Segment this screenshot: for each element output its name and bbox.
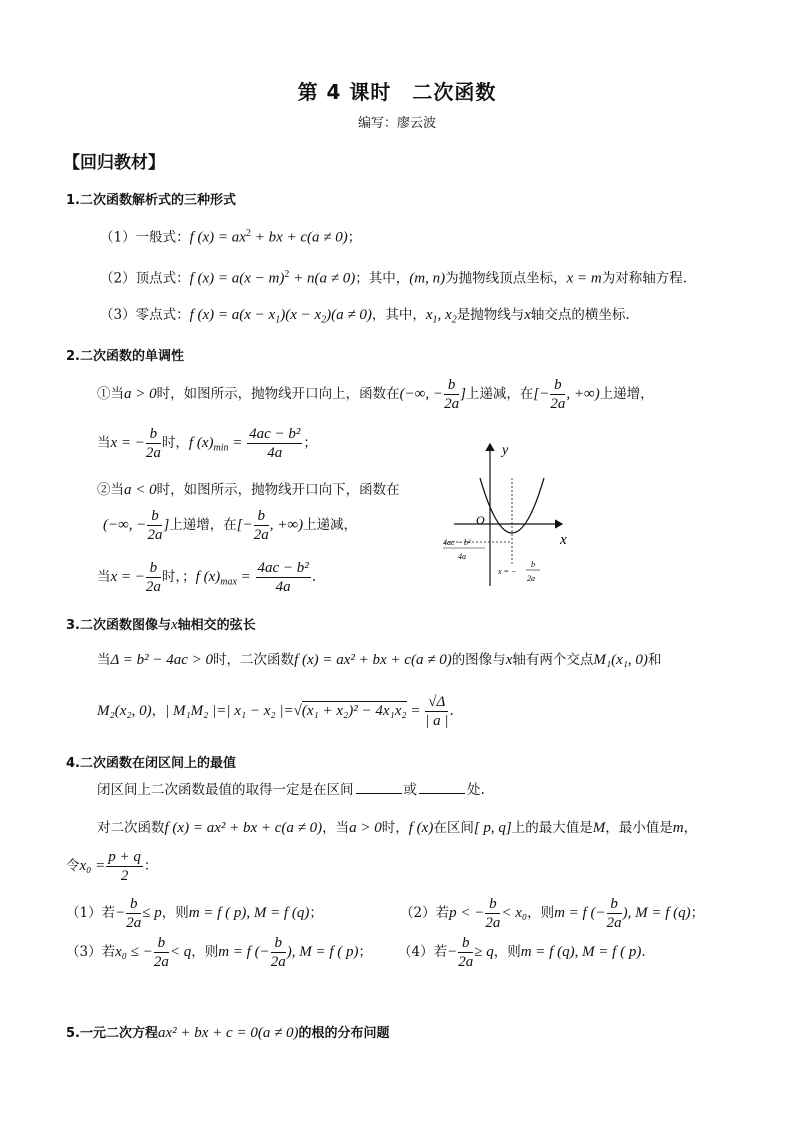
extreme-line-3: 令x₀ = $\frac{p + q}{2}$ ：: [66, 849, 158, 884]
fill-blank-2[interactable]: [419, 781, 465, 794]
chord-line-2: M₂(x₂, 0)，| M₁M₂ |=| x₁ − x₂ |=√(x₁ + x₂)² − 4x₁x₂ = $\frac{√\Delta}{| a |}$ .: [97, 694, 454, 729]
case-4: （4）若− $\frac{b}{2a}$ ≥ q，则m = f (q), M = f ( p).: [398, 935, 646, 970]
monotonic-line-4: (−∞, − $\frac{b}{2a}$ ]上递增，在[− $\frac{b}{2a}$ , +∞)上递减，: [103, 508, 358, 543]
monotonic-line-5: 当x = − $\frac{b}{2a}$ 时，；f $(x)_{max}$ = $\frac{\text{4ac − b²}}{4a}$ .: [97, 560, 317, 595]
extreme-line-2: 对二次函数f (x) = ax² + bx + c(a ≠ 0)，当a > 0时，f (x)在区间[ p, q]上的最大值是M，最小值是m，: [97, 820, 698, 836]
case-3: （3）若x₀ ≤ − $\frac{b}{2a}$ < q，则m = f (− $\frac{b}{2a}$ ), M = f ( p)；: [66, 935, 372, 970]
min-value-denominator: 4a: [458, 552, 466, 561]
section-3-title: 3.二次函数图像与x轴相交的弦长: [66, 617, 256, 633]
chord-line-1: 当Δ = b² − 4ac > 0时，二次函数f (x) = ax² + bx + c(a ≠ 0)的图像与x轴有两个交点M₁(x₁, 0)和: [97, 652, 662, 668]
zero-form-line: （3）零点式：f $(x) = a(x - x_1)(x - x_2)(a \ne 0)$，其中，$x_1$, $x_2$是抛物线与x轴交点的横坐标.: [100, 307, 630, 326]
monotonic-line-1: ①当a > 0时，如图所示，抛物线开口向上，函数在(−∞, − $\frac{b}{2a}$ ]上递减，在[− $\frac{b}{2a}$ , +∞)上递增，: [97, 377, 654, 412]
section-2-title: 2.二次函数的单调性: [66, 349, 184, 364]
x-axis-label: x: [560, 532, 567, 548]
origin-label: O: [476, 513, 485, 527]
section-4-title: 4.二次函数在闭区间上的最值: [66, 756, 236, 771]
vertex-form-line: （2）顶点式：f $(x) = a(x - m)^2 + n(a \ne 0)$；其中，(m, n)为抛物线顶点坐标，x = m为对称轴方程.: [100, 269, 687, 287]
case-1: （1）若− $\frac{b}{2a}$ ≤ p，则m = f ( p), M = f (q)；: [66, 896, 323, 931]
y-axis-label: y: [502, 443, 509, 458]
case-2: （2）若p < − $\frac{b}{2a}$ < x₀，则m = f (− $\frac{b}{2a}$ ), M = f (q)；: [400, 896, 705, 931]
section-5-title: 5.一元二次方程ax² + bx + c = 0(a ≠ 0)的根的分布问题: [66, 1025, 390, 1041]
section-1-title: 1.二次函数解析式的三种形式: [66, 193, 236, 208]
author-line: 编写：廖云波: [357, 116, 436, 131]
fill-blank-1[interactable]: [356, 781, 402, 794]
axis-eq-denominator: 2a: [527, 574, 535, 583]
monotonic-line-2: 当x = − $\frac{b}{2a}$ 时，f $(x)_{min}$ = $\frac{\text{4ac − b²}}{4a}$ ；: [97, 426, 317, 461]
min-value-numerator: 4ac − b²: [443, 538, 471, 547]
section-heading: 【回归教材】: [63, 153, 165, 173]
axis-equation: x = −: [498, 567, 517, 576]
general-form-line: （1）一般式：f $(x) = ax^2$ + bx + c(a ≠ 0)；: [100, 228, 362, 246]
parabola-figure: [440, 438, 580, 588]
extreme-line-1: 闭区间上二次函数最值的取得一定是在区间 或 处.: [97, 782, 485, 798]
monotonic-line-3: ②当a < 0时，如图所示，抛物线开口向下，函数在: [97, 482, 400, 498]
axis-eq-numerator: b: [531, 560, 535, 569]
page-title: 第 4 课时 二次函数: [297, 80, 497, 104]
